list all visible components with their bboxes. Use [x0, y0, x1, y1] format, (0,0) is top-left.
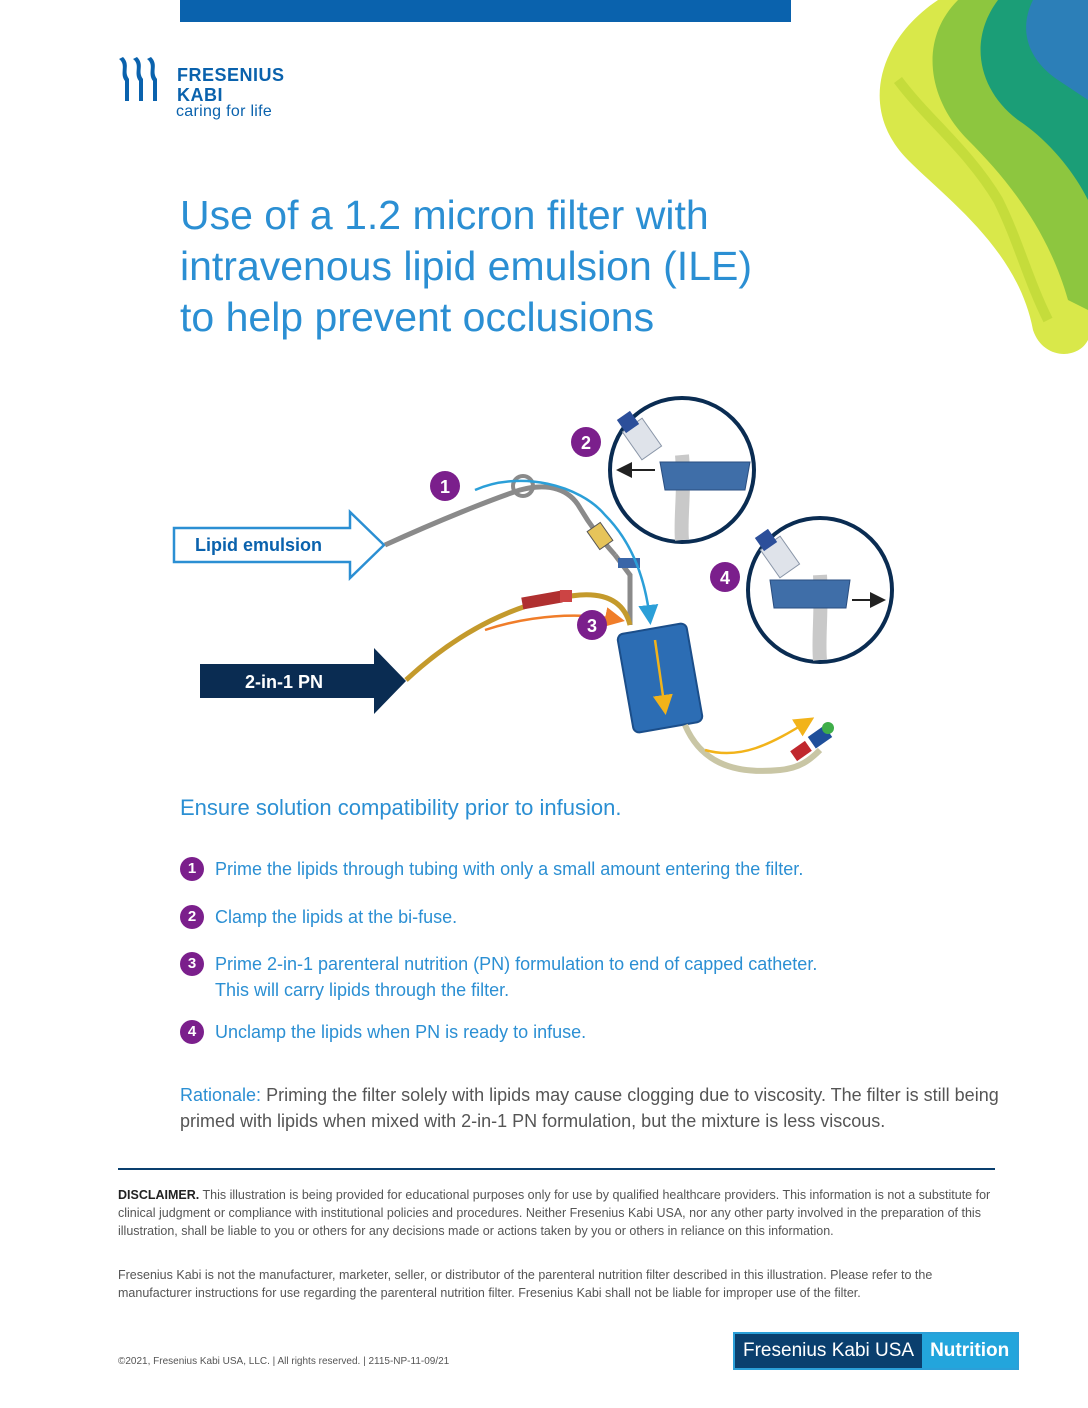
- svg-text:3: 3: [586, 616, 598, 636]
- disclaimer: [118, 1186, 998, 1240]
- step-text: Prime the lipids through tubing with only a small amount entering the filter.: [215, 859, 804, 879]
- manufacturer-notice: Fresenius Kabi is not the manufacturer, marketer, seller, or distributor of the parenteral nutrition filter described in this illustration. Please refer to the manufacturer instructions for use regarding the parenteral nutrition filter. Fresenius Kabi shall not be liable for improper use of the filter.: [118, 1268, 933, 1300]
- step-text: Clamp the lipids at the bi-fuse.: [215, 907, 458, 927]
- marker-4: [710, 562, 740, 592]
- step-text: Unclamp the lipids when PN is ready to infuse.: [215, 1022, 587, 1042]
- disclaimer-text: This illustration is being provided for educational purposes only for use by qualified healthcare providers. This information is not a substitute for clinical judgment or compliance with institutional policies and procedures. Neither Fresenius Kabi USA, nor any other party involved in the preparation of this illustration, shall be liable to you or others for any decisions made or actions taken by you or others in reliance on this information.: [118, 1188, 991, 1238]
- top-color-bar: [180, 0, 791, 22]
- step-number-badge: 1: [180, 857, 204, 881]
- step-number-badge: 4: [180, 1020, 204, 1044]
- title-line: Use of a 1.2 micron filter with: [180, 192, 709, 238]
- brand-name-line1: FRESENIUS: [177, 65, 285, 85]
- lipid-emulsion-arrow: [174, 512, 384, 578]
- disclaimer-label: DISCLAIMER.: [118, 1188, 200, 1202]
- division-badge: [733, 1332, 1019, 1370]
- marker-1: [430, 471, 460, 501]
- brand-logo: [115, 55, 285, 121]
- title-line: to help prevent occlusions: [180, 294, 655, 340]
- rationale-label: Rationale:: [180, 1085, 262, 1105]
- lipid-emulsion-label: Lipid emulsion: [195, 535, 323, 555]
- detail-clamp-closed: [610, 398, 754, 542]
- step-text: Prime 2-in-1 parenteral nutrition (PN) formulation to end of capped catheter.: [215, 954, 818, 974]
- step-item: [180, 904, 457, 930]
- svg-text:4: 4: [719, 568, 731, 588]
- svg-text:2: 2: [580, 433, 592, 453]
- badge-division: Nutrition: [922, 1334, 1017, 1368]
- step-item: [180, 1019, 586, 1045]
- divider: [118, 1168, 995, 1170]
- compatibility-note: Ensure solution compatibility prior to infusion.: [180, 795, 622, 820]
- marker-3: [577, 610, 607, 640]
- rationale: [180, 1082, 1000, 1134]
- rationale-text: Priming the filter solely with lipids may cause clogging due to viscosity. The filter is still being primed with lipids when mixed with 2-in-1 PN formulation, but the mixture is less viscous.: [180, 1085, 999, 1131]
- step-number-badge: 2: [180, 905, 204, 929]
- title-line: intravenous lipid emulsion (ILE): [180, 243, 752, 289]
- step-item: [180, 856, 803, 882]
- step-number-badge: 3: [180, 952, 204, 976]
- pn-label: 2-in-1 PN: [245, 672, 324, 692]
- detail-clamp-open: [748, 518, 892, 662]
- svg-text:1: 1: [439, 477, 451, 497]
- fresenius-mark-icon: [115, 55, 163, 103]
- step-text-continued: This will carry lipids through the filter.: [215, 980, 510, 1000]
- pn-arrow: [200, 648, 406, 714]
- lipid-tubing: [385, 487, 615, 555]
- brand-tagline: caring for life: [176, 103, 273, 120]
- step-item: [180, 951, 817, 1003]
- filter-setup-diagram: [160, 390, 920, 790]
- decorative-brush-art: [818, 0, 1088, 370]
- copyright: ©2021, Fresenius Kabi USA, LLC. | All rights reserved. | 2115-NP-11-09/21: [118, 1356, 450, 1367]
- brand-name-line2: KABI: [177, 85, 223, 105]
- marker-2: [571, 427, 601, 457]
- badge-company: Fresenius Kabi USA: [735, 1334, 922, 1368]
- page-title: [180, 190, 820, 343]
